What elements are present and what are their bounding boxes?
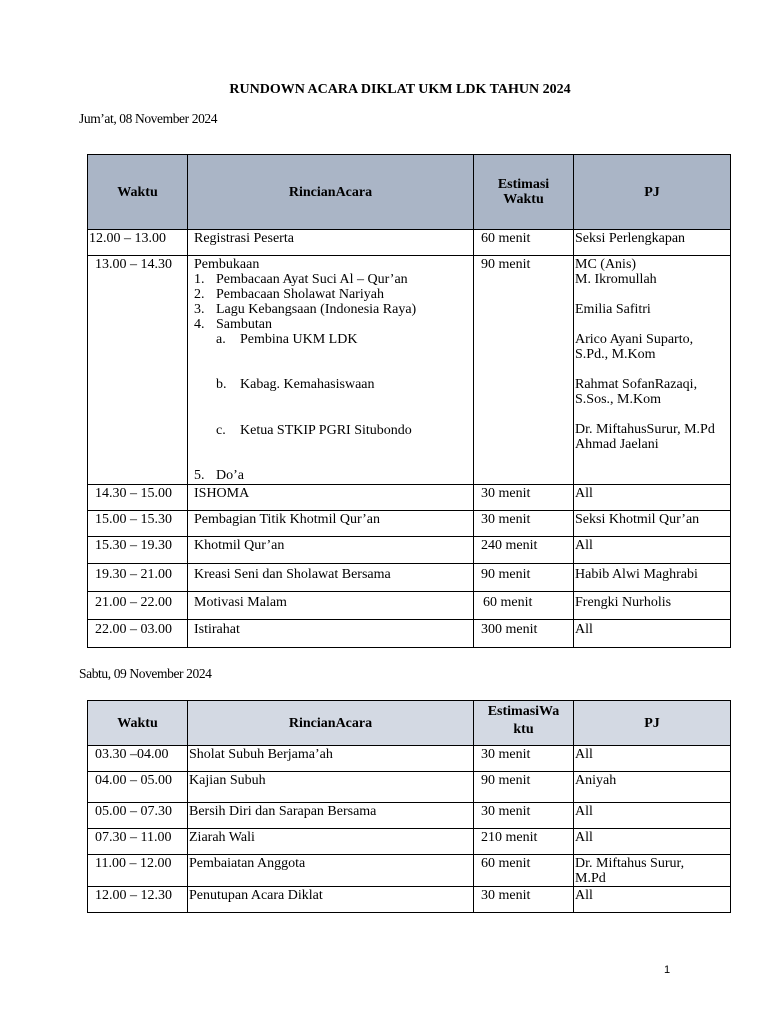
agenda-item: 1. Pembacaan Ayat Suci Al – Qur’an <box>194 272 408 287</box>
row-time: 12.00 – 13.00 <box>88 230 188 256</box>
header-waktu: Waktu <box>88 701 188 746</box>
pj-line: MC (Anis) <box>575 257 637 272</box>
row-acara: Penutupan Acara Diklat <box>188 887 474 913</box>
row-estimasi: 30 menit <box>474 511 574 537</box>
row-estimasi: 30 menit <box>474 485 574 511</box>
pj-line: S.Sos., M.Kom <box>575 392 661 407</box>
table-row <box>88 803 731 829</box>
table-row <box>88 230 731 256</box>
table-row <box>88 829 731 855</box>
row-acara-pembukaan <box>188 256 474 485</box>
header-estimasi-waktu: EstimasiWa ktu <box>474 701 574 746</box>
row-time: 15.00 – 15.30 <box>88 511 188 537</box>
row-pj: Seksi Perlengkapan <box>574 230 731 256</box>
row-pj-pembukaan <box>574 256 731 485</box>
table-row <box>88 511 731 537</box>
table-row-pembukaan <box>88 256 731 485</box>
row-estimasi: 90 menit <box>474 564 574 592</box>
table-row <box>88 855 731 887</box>
table-row <box>88 620 731 648</box>
agenda-subitem: b. Kabag. Kemahasiswaan <box>216 377 375 392</box>
document-title: RUNDOWN ACARA DIKLAT UKM LDK TAHUN 2024 <box>229 82 571 97</box>
row-acara: Istirahat <box>188 620 474 648</box>
row-pj: All <box>574 537 731 564</box>
row-estimasi: 90 menit <box>474 256 574 485</box>
row-time: 15.30 – 19.30 <box>88 537 188 564</box>
table-row <box>88 772 731 803</box>
pj-line: Ahmad Jaelani <box>575 437 659 452</box>
row-acara: Pembaiatan Anggota <box>188 855 474 887</box>
day1-date-label: Jum’at, 08 November 2024 <box>79 111 218 126</box>
row-acara: Sholat Subuh Berjama’ah <box>188 746 474 772</box>
row-time: 21.00 – 22.00 <box>88 592 188 620</box>
row-time: 04.00 – 05.00 <box>88 772 188 803</box>
row-estimasi: 30 menit <box>474 887 574 913</box>
pembukaan-heading: Pembukaan <box>194 257 260 272</box>
table-row <box>88 887 731 913</box>
row-acara: Ziarah Wali <box>188 829 474 855</box>
header-pj: PJ <box>574 155 731 230</box>
table-row <box>88 746 731 772</box>
header-rincian-acara: RincianAcara <box>188 155 474 230</box>
table-row <box>88 592 731 620</box>
day2-date-label: Sabtu, 09 November 2024 <box>79 666 212 681</box>
row-time: 07.30 – 11.00 <box>88 829 188 855</box>
row-estimasi: 30 menit <box>474 803 574 829</box>
row-acara: Khotmil Qur’an <box>188 537 474 564</box>
agenda-item-doa: 5. Do’a <box>194 468 244 483</box>
row-estimasi: 240 menit <box>474 537 574 564</box>
row-time: 19.30 – 21.00 <box>88 564 188 592</box>
row-pj: Aniyah <box>574 772 731 803</box>
row-pj: All <box>574 887 731 913</box>
row-pj: All <box>574 620 731 648</box>
page-number: 1 <box>664 964 671 976</box>
pj-line: Arico Ayani Suparto, <box>575 332 694 347</box>
row-pj: Seksi Khotmil Qur’an <box>574 511 731 537</box>
agenda-subitem: a. Pembina UKM LDK <box>216 332 358 347</box>
agenda-subitem: c. Ketua STKIP PGRI Situbondo <box>216 423 412 438</box>
row-estimasi: 30 menit <box>474 746 574 772</box>
row-pj: All <box>574 746 731 772</box>
row-pj: All <box>574 829 731 855</box>
row-acara: Kajian Subuh <box>188 772 474 803</box>
agenda-item: 2. Pembacaan Sholawat Nariyah <box>194 287 384 302</box>
header-pj: PJ <box>574 701 731 746</box>
row-time: 03.30 –04.00 <box>88 746 188 772</box>
row-pj: All <box>574 803 731 829</box>
pj-line: Dr. MiftahusSurur, M.Pd <box>575 422 715 437</box>
row-acara: Pembagian Titik Khotmil Qur’an <box>188 511 474 537</box>
row-time: 14.30 – 15.00 <box>88 485 188 511</box>
row-time: 13.00 – 14.30 <box>88 256 188 485</box>
row-pj: Habib Alwi Maghrabi <box>574 564 731 592</box>
header-rincian-acara: RincianAcara <box>188 701 474 746</box>
row-acara: ISHOMA <box>188 485 474 511</box>
row-estimasi: 60 menit <box>474 855 574 887</box>
table-row <box>88 564 731 592</box>
row-estimasi: 60 menit <box>474 592 574 620</box>
pj-line: S.Pd., M.Kom <box>575 347 656 362</box>
agenda-item: 4. Sambutan <box>194 317 272 332</box>
agenda-item: 3. Lagu Kebangsaan (Indonesia Raya) <box>194 302 417 317</box>
row-pj: Dr. Miftahus Surur, M.Pd <box>574 855 731 887</box>
row-acara: Kreasi Seni dan Sholawat Bersama <box>188 564 474 592</box>
row-estimasi: 90 menit <box>474 772 574 803</box>
row-estimasi: 300 menit <box>474 620 574 648</box>
table-row <box>88 485 731 511</box>
pj-line: M. Ikromullah <box>575 272 657 287</box>
row-acara: Registrasi Peserta <box>188 230 474 256</box>
row-pj: All <box>574 485 731 511</box>
pj-line: Emilia Safitri <box>575 302 651 317</box>
day1-schedule-table <box>87 154 731 648</box>
row-acara: Motivasi Malam <box>188 592 474 620</box>
pj-line: Rahmat SofanRazaqi, <box>575 377 698 392</box>
header-waktu: Waktu <box>88 155 188 230</box>
table-header-row <box>88 155 731 230</box>
table-header-row <box>88 701 731 746</box>
row-time: 22.00 – 03.00 <box>88 620 188 648</box>
row-time: 11.00 – 12.00 <box>88 855 188 887</box>
header-estimasi-waktu: Estimasi Waktu <box>474 155 574 230</box>
row-estimasi: 60 menit <box>474 230 574 256</box>
day2-schedule-table <box>87 700 731 913</box>
table-row <box>88 537 731 564</box>
row-time: 05.00 – 07.30 <box>88 803 188 829</box>
row-acara: Bersih Diri dan Sarapan Bersama <box>188 803 474 829</box>
row-estimasi: 210 menit <box>474 829 574 855</box>
row-pj: Frengki Nurholis <box>574 592 731 620</box>
row-time: 12.00 – 12.30 <box>88 887 188 913</box>
